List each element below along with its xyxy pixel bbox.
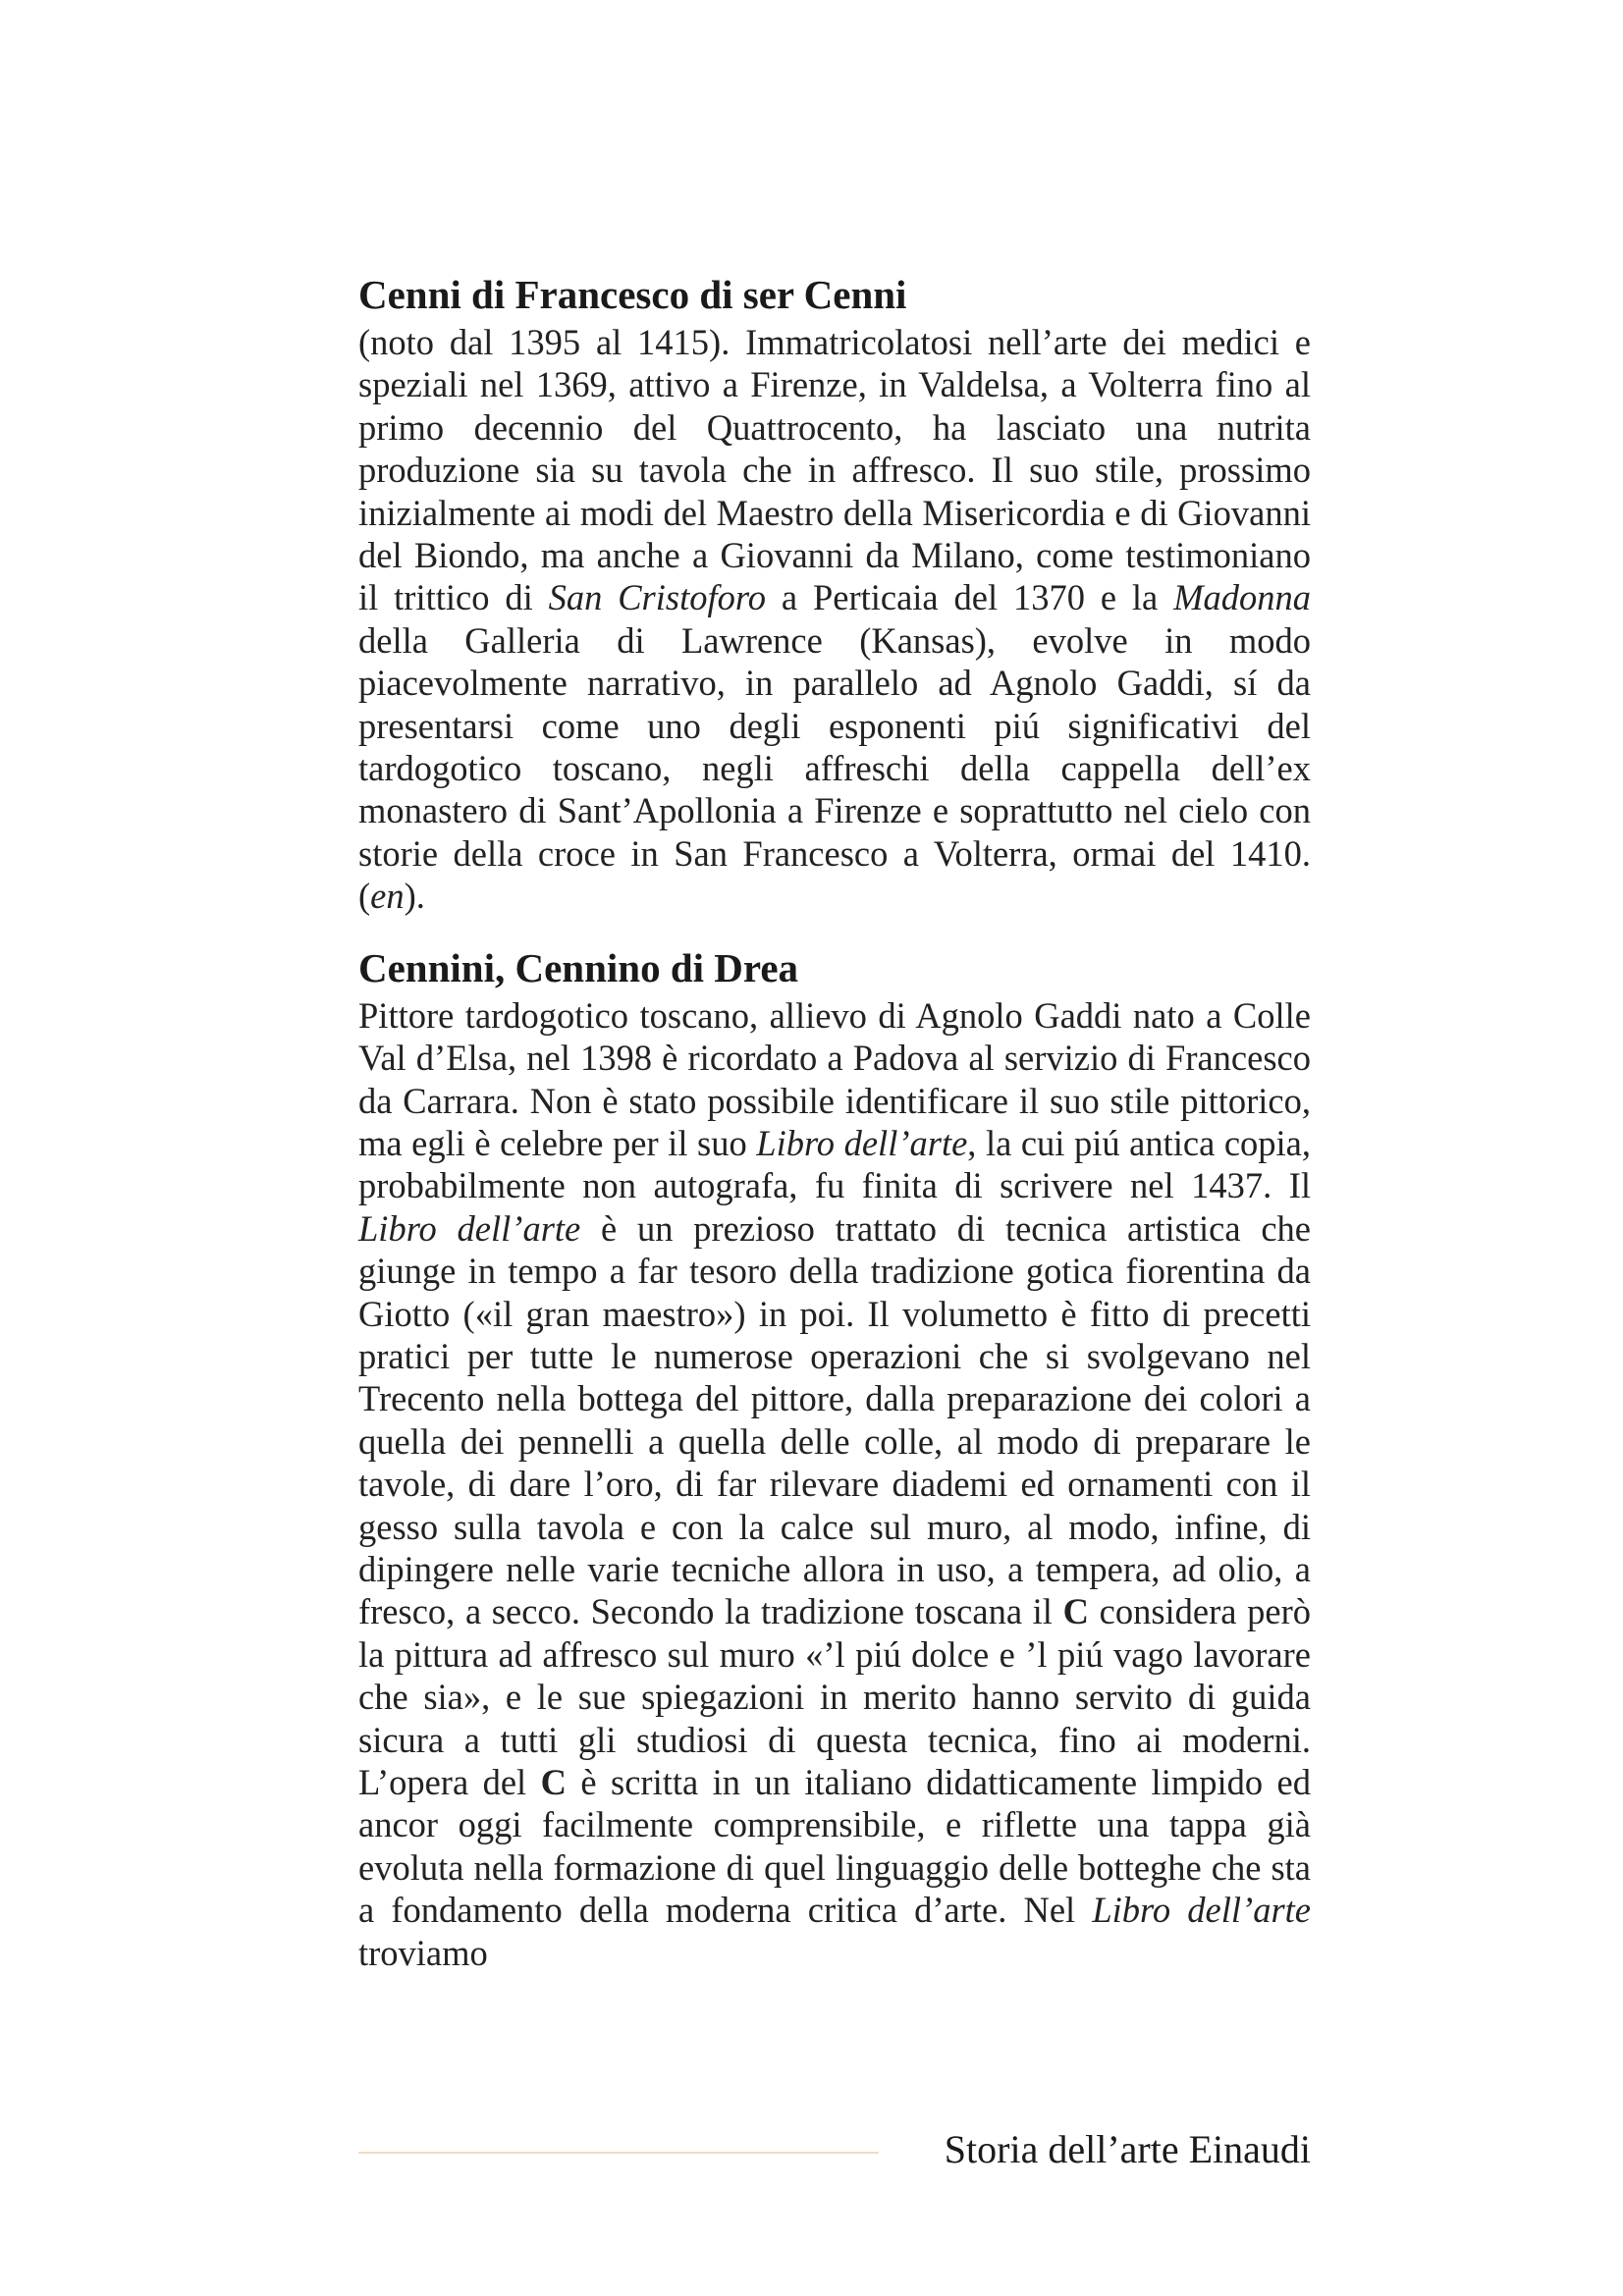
text-segment: , la cui piú antica copia, probabilmente non autografa, fu finita di scrivere nel 1437. Il <box>358 1122 1311 1206</box>
text-segment: a Perticaia del 1370 e la <box>766 577 1174 618</box>
entry-body-cenni <box>358 321 1311 918</box>
author-initials: en <box>370 876 405 917</box>
page-footer <box>358 2125 1311 2174</box>
text-segment: Pittore tardogotico toscano, allievo di Agnolo Gaddi nato a Colle Val d’Elsa, nel 1398 è ricordato a Padova al servizio di Francesco da Carrara. Non è stato possibile identificare il suo stile pittorico, ma egli è celebre per il suo <box>358 994 1311 1163</box>
entry-title-cennini: Cennini, Cennino di Drea <box>358 944 799 990</box>
entry-title-cenni: Cenni di Francesco di ser Cenni <box>358 272 907 317</box>
text-segment: (noto dal 1395 al 1415). Immatricolatosi nell’arte dei medici e speziali nel 1369, attivo a Firenze, in Valdelsa, a Volterra fino al primo decennio del Quattrocento, ha lasciato una nutrita produzione sia su tavola che in affresco. Il suo stile, prossimo inizialmente ai modi del Maestro della Misericordia e di Giovanni del Biondo, ma anche a Giovanni da Milano, come testimoniano il trittico di <box>358 322 1311 618</box>
footer-rule <box>358 2152 879 2154</box>
page-content <box>358 272 1311 1974</box>
text-segment: della Galleria di Lawrence (Kansas), evolve in modo piacevolmente narrativo, in parallelo ad Agnolo Gaddi, sí da presentarsi come uno degli esponenti piú significativi del tardogotico toscano, negli affreschi della cappella dell’ex monastero di Sant’Apollonia a Firenze e soprattutto nel cielo con storie della croce in San Francesco a Volterra, ormai del 1410. ( <box>358 619 1311 917</box>
book-title: Libro dell’arte <box>358 1207 581 1249</box>
bold-abbreviation: C <box>540 1762 567 1802</box>
footer-title: Storia dell’arte Einaudi <box>944 2127 1311 2171</box>
book-title: Libro dell’arte <box>1092 1890 1311 1931</box>
text-segment: ). <box>404 876 425 917</box>
text-segment: troviamo <box>358 1932 488 1973</box>
entry-body-cennini <box>358 994 1311 1974</box>
bold-abbreviation: C <box>1062 1591 1089 1632</box>
text-segment: considera però la pittura ad affresco sul muro «’l piú dolce e ’l piú vago lavorare che sia», e le sue spiegazioni in merito hanno servito di guida sicura a tutti gli studiosi di questa tecnica, fino ai moderni. L’opera del <box>358 1591 1311 1802</box>
book-title: Libro dell’arte <box>756 1122 968 1163</box>
text-segment: è un prezioso trattato di tecnica artistica che giunge in tempo a far tesoro della tradizione gotica fiorentina da Giotto («il gran maestro») in poi. Il volumetto è fitto di precetti pratici per tutte le numerose operazioni che si svolgevano nel Trecento nella bottega del pittore, dalla preparazione dei colori a quella dei pennelli a quella delle colle, al modo di preparare le tavole, di dare l’oro, di far rilevare diademi ed ornamenti con il gesso sulla tavola e con la calce sul muro, al modo, infine, di dipingere nelle varie tecniche allora in uso, a tempera, ad olio, a fresco, a secco. Secondo la tradizione toscana il <box>358 1207 1311 1632</box>
artwork-title: Madonna <box>1173 577 1312 618</box>
text-segment: è scritta in un italiano didatticamente limpido ed ancor oggi facilmente comprensibile, e riflette una tappa già evoluta nella formazione di quel linguaggio delle botteghe che sta a fondamento della moderna critica d’arte. Nel <box>358 1762 1311 1931</box>
artwork-title: San Cristoforo <box>548 577 766 618</box>
